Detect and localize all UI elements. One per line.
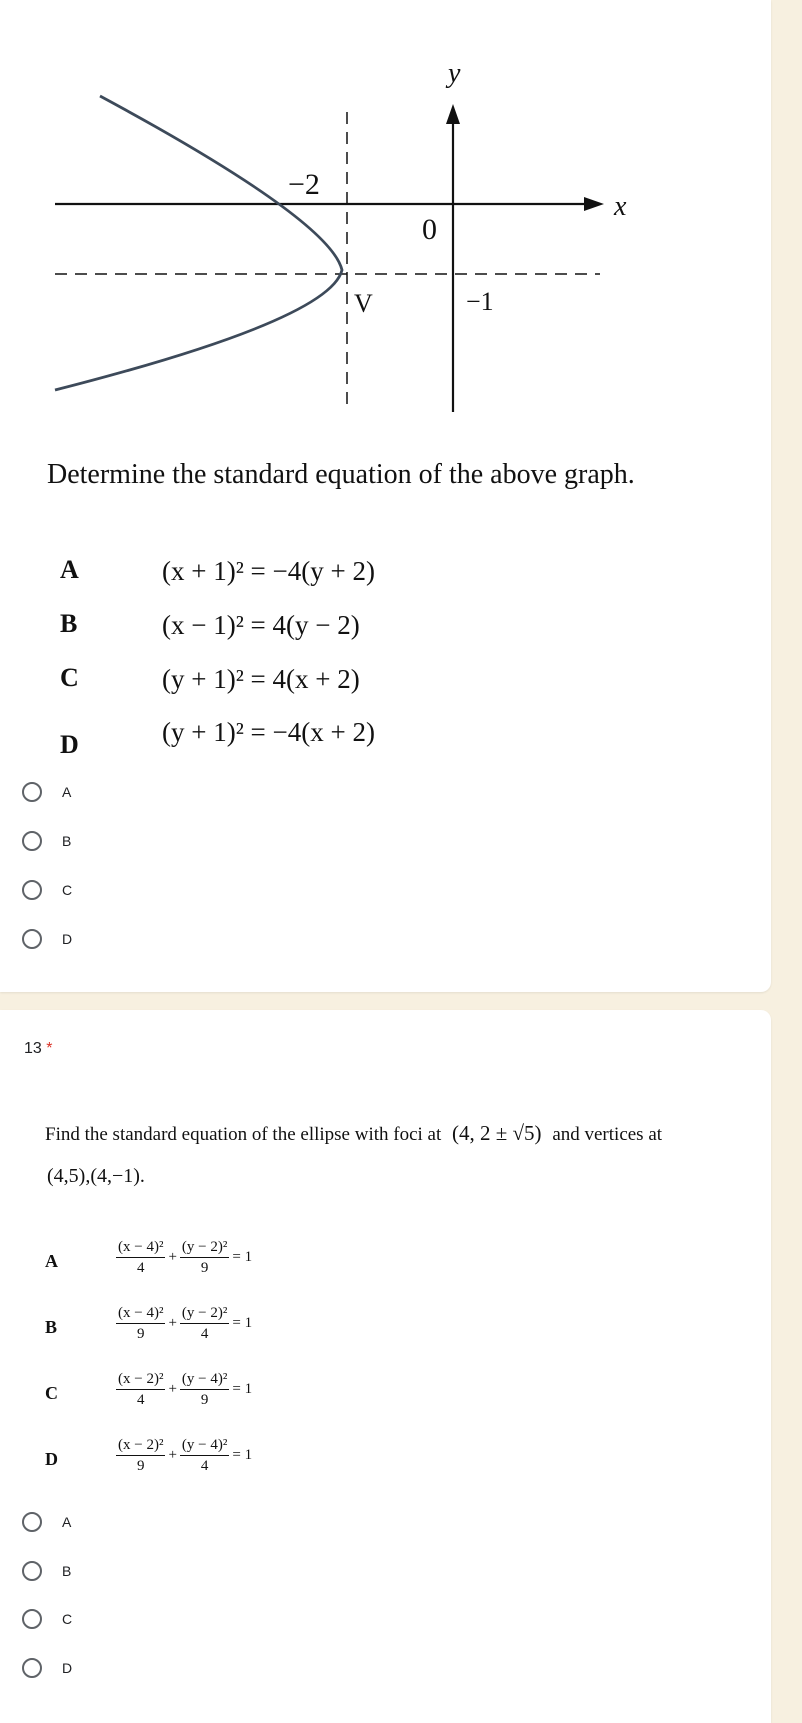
denominator: 9 bbox=[200, 1260, 209, 1276]
radio-option-d[interactable] bbox=[22, 924, 72, 954]
x-axis-label: x bbox=[614, 191, 627, 222]
required-asterisk: * bbox=[46, 1040, 53, 1057]
radio-label: D bbox=[62, 931, 73, 947]
radio-option-d[interactable] bbox=[22, 1653, 72, 1683]
label-vertex: V bbox=[354, 289, 373, 318]
denominator: 9 bbox=[200, 1392, 209, 1408]
radio-option-b[interactable] bbox=[22, 1556, 71, 1586]
numerator: (y − 2)² bbox=[180, 1303, 229, 1324]
fraction bbox=[116, 1435, 165, 1476]
choice-letter-c: C bbox=[60, 663, 79, 692]
radio-label: D bbox=[62, 1660, 73, 1676]
radio-option-a[interactable] bbox=[22, 1507, 71, 1537]
radio-circle-icon[interactable] bbox=[22, 929, 42, 949]
foci-expression: (4, 2 ± √5) bbox=[452, 1121, 542, 1145]
question-13-prompt bbox=[45, 1121, 662, 1146]
equals-one: = 1 bbox=[232, 1381, 253, 1397]
choice-letter-a: A bbox=[60, 555, 79, 584]
radio-circle-icon[interactable] bbox=[22, 782, 42, 802]
choice-equation-a: (x + 1)² = −4(y + 2) bbox=[162, 556, 375, 586]
numerator: (x − 4)² bbox=[116, 1237, 165, 1258]
plus-sign: + bbox=[168, 1447, 177, 1463]
fraction bbox=[116, 1237, 165, 1278]
fraction bbox=[180, 1435, 229, 1476]
radio-label: C bbox=[62, 1611, 73, 1627]
denominator: 4 bbox=[200, 1326, 209, 1342]
fraction bbox=[180, 1369, 229, 1410]
choice-equation-b: (x − 1)² = 4(y − 2) bbox=[162, 610, 360, 640]
radio-option-b[interactable] bbox=[22, 826, 71, 856]
plus-sign: + bbox=[168, 1315, 177, 1331]
choice-letter-c: C bbox=[45, 1383, 58, 1403]
denominator: 4 bbox=[136, 1260, 145, 1276]
radio-circle-icon[interactable] bbox=[22, 880, 42, 900]
choice-equation-c bbox=[116, 1369, 255, 1410]
question-card-13 bbox=[0, 1010, 771, 1723]
numerator: (y − 4)² bbox=[180, 1369, 229, 1390]
choice-equation-d: (y + 1)² = −4(x + 2) bbox=[162, 717, 375, 747]
radio-circle-icon[interactable] bbox=[22, 1512, 42, 1532]
numerator: (x − 2)² bbox=[116, 1369, 165, 1390]
choice-letter-d: D bbox=[60, 730, 79, 759]
radio-label: A bbox=[62, 784, 72, 800]
plus-sign: + bbox=[168, 1249, 177, 1265]
choice-letter-b: B bbox=[60, 609, 78, 638]
equals-one: = 1 bbox=[232, 1447, 253, 1463]
radio-option-a[interactable] bbox=[22, 777, 71, 807]
choice-equation-a bbox=[116, 1237, 255, 1278]
choice-equation-c: (y + 1)² = 4(x + 2) bbox=[162, 664, 360, 694]
label-zero: 0 bbox=[422, 213, 437, 246]
parabola-curve bbox=[55, 96, 342, 390]
prompt-text-part2: and vertices at bbox=[552, 1124, 663, 1145]
radio-option-c[interactable] bbox=[22, 875, 72, 905]
denominator: 9 bbox=[136, 1458, 145, 1474]
question-number bbox=[24, 1040, 52, 1058]
vertices-expression: (4,5),(4,−1). bbox=[47, 1165, 145, 1187]
choice-letter-a: A bbox=[45, 1251, 58, 1271]
plus-sign: + bbox=[168, 1381, 177, 1397]
radio-label: A bbox=[62, 1514, 72, 1530]
choice-letter-d: D bbox=[45, 1449, 58, 1469]
x-axis-arrow-icon bbox=[584, 197, 604, 211]
radio-option-c[interactable] bbox=[22, 1604, 72, 1634]
question-12-prompt: Determine the standard equation of the above graph. bbox=[47, 459, 635, 490]
numerator: (x − 4)² bbox=[116, 1303, 165, 1324]
denominator: 9 bbox=[136, 1326, 145, 1342]
radio-label: B bbox=[62, 833, 72, 849]
denominator: 4 bbox=[136, 1392, 145, 1408]
y-axis-label: y bbox=[448, 58, 461, 89]
y-axis-arrow-icon bbox=[446, 104, 460, 124]
equals-one: = 1 bbox=[232, 1249, 253, 1265]
numerator: (y − 2)² bbox=[180, 1237, 229, 1258]
choice-letter-b: B bbox=[45, 1317, 58, 1337]
label-minus-2: −2 bbox=[288, 168, 320, 201]
choice-equation-b bbox=[116, 1303, 255, 1344]
radio-circle-icon[interactable] bbox=[22, 831, 42, 851]
fraction bbox=[180, 1303, 229, 1344]
parabola-graph bbox=[0, 0, 640, 420]
fraction bbox=[180, 1237, 229, 1278]
radio-label: B bbox=[62, 1563, 72, 1579]
equals-one: = 1 bbox=[232, 1315, 253, 1331]
question-number-value: 13 bbox=[24, 1040, 42, 1057]
numerator: (y − 4)² bbox=[180, 1435, 229, 1456]
label-minus-1: −1 bbox=[466, 287, 494, 316]
numerator: (x − 2)² bbox=[116, 1435, 165, 1456]
fraction bbox=[116, 1303, 165, 1344]
fraction bbox=[116, 1369, 165, 1410]
radio-circle-icon[interactable] bbox=[22, 1658, 42, 1678]
radio-label: C bbox=[62, 882, 73, 898]
prompt-text-part1: Find the standard equation of the ellipse with foci at bbox=[45, 1124, 442, 1145]
radio-circle-icon[interactable] bbox=[22, 1609, 42, 1629]
denominator: 4 bbox=[200, 1458, 209, 1474]
radio-circle-icon[interactable] bbox=[22, 1561, 42, 1581]
choice-equation-d bbox=[116, 1435, 255, 1476]
